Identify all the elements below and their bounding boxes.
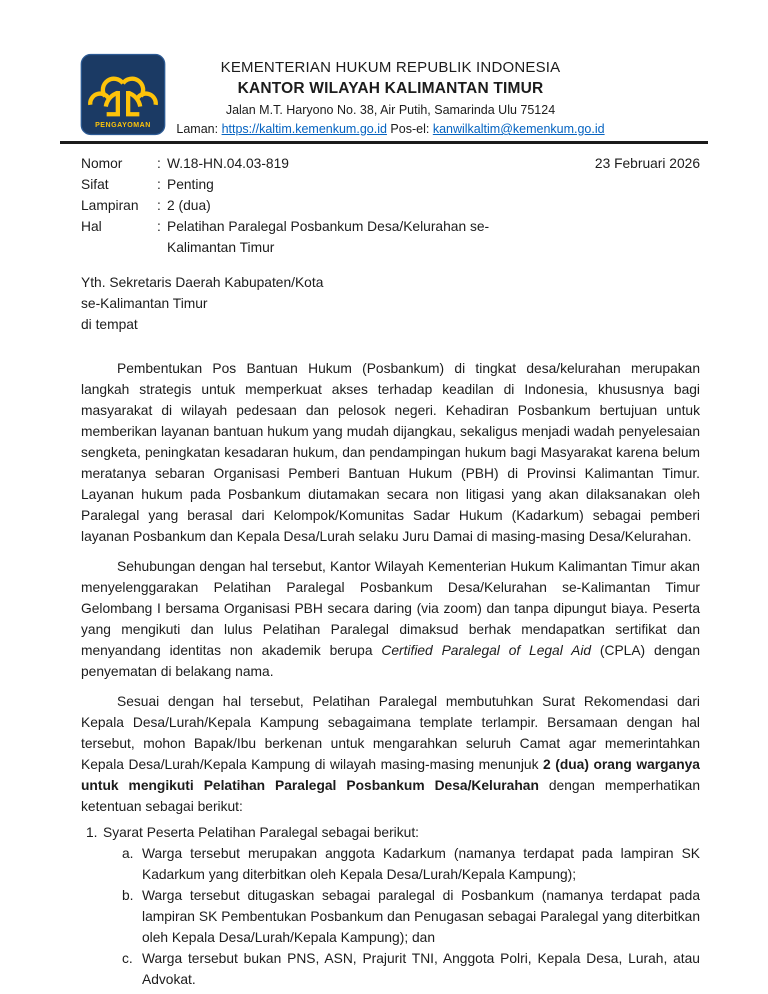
- letter-subject: [167, 216, 700, 258]
- paragraph-3-bold: 2 (dua) orang warganya untuk mengikuti Pelatihan Paralegal Posbankum Desa/Kelurahan: [81, 757, 700, 793]
- list-subitem-b: [122, 885, 700, 948]
- subitem-text: Warga tersebut merupakan anggota Kadarkum (namanya terdapat pada lampiran SK Kadarkum yang diterbitkan oleh Kepala Desa/Lurah/Kepala Kampung);: [142, 846, 700, 882]
- meta-label: Sifat: [81, 177, 109, 192]
- list-item-text: Syarat Peserta Pelatihan Paralegal sebagai berikut:: [103, 825, 419, 840]
- subitem-marker: a.: [122, 846, 134, 861]
- paragraph-3: [81, 691, 700, 817]
- subitem-text: Warga tersebut bukan PNS, ASN, Prajurit TNI, Anggota Polri, Kepala Desa, Lurah, atau Advokat.: [142, 951, 700, 987]
- list-item-1: [86, 822, 700, 843]
- paragraph-1: Pembentukan Pos Bantuan Hukum (Posbankum) di tingkat desa/kelurahan merupakan langkah strategis untuk memperkuat akses terhadap keadilan di Indonesia, khususnya bagi masyarakat di wilayah pedesaan dan pelosok negeri. Kehadiran Posbankum bertujuan untuk memberikan layanan bantuan hukum yang mudah dijangkau, sekaligus menjadi wadah penyelesaian sengketa, peningkatan kesadaran hukum, dan pendampingan hukum bagi Masyarakat karena belum meratanya sebaran Organisasi Pemberi Bantuan Hukum (PBH) di Provinsi Kalimantan Timur. Layanan hukum pada Posbankum diutamakan secara non litigasi yang akan dilaksanakan oleh Paralegal yang berasal dari Kelompok/Komunitas Sadar Hukum (Kadarkum) sebagai pemberi layanan Posbankum dan Kepala Desa/Lurah selaku Juru Damai di masing-masing Desa/Kelurahan.: [81, 361, 700, 544]
- subject-line-1: Pelatihan Paralegal Posbankum Desa/Kelurahan se-: [167, 219, 490, 234]
- subitem-marker: b.: [122, 888, 134, 903]
- contact-line: [81, 120, 700, 139]
- website-label: Laman:: [176, 122, 219, 136]
- letterhead-divider: [60, 141, 708, 144]
- recipient-block: [81, 272, 700, 335]
- meta-row-sifat: [81, 174, 700, 195]
- meta-colon: :: [157, 156, 161, 171]
- paragraph-2-italic: Certified Paralegal of Legal Aid: [381, 643, 592, 658]
- ministry-name: KEMENTERIAN HUKUM REPUBLIK INDONESIA: [220, 59, 561, 76]
- email-link[interactable]: kanwilkaltim@kemenkum.go.id: [432, 122, 605, 136]
- requirements-list: [81, 822, 700, 990]
- list-item-number: 1.: [86, 825, 98, 840]
- paragraph-2-text: Sehubungan dengan hal tersebut, Kantor Wilayah Kementerian Hukum Kalimantan Timur akan menyelenggarakan Pelatihan Paralegal Posbankum Desa/Kelurahan se-Kalimantan Timur Gelombang I bersama Organisasi PBH secara daring (via zoom) dan tanpa dipungut biaya. Peserta yang mengikuti dan lulus Pelatihan Paralegal dimaksud berhak mendapatkan sertifikat dan menyandang identitas non akademik berupa: [81, 559, 700, 658]
- recipient-line-3: di tempat: [81, 317, 138, 332]
- list-subitem-c: [122, 948, 700, 990]
- letter-meta: [81, 153, 700, 258]
- paragraph-3-text: Sesuai dengan hal tersebut, Pelatihan Paralegal membutuhkan Surat Rekomendasi dari Kepala Desa/Lurah/Kepala Kampung sebagaimana template terlampir. Bersamaan dengan hal tersebut, mohon Bapak/Ibu berkenan untuk mengarahkan seluruh Camat agar memerintahkan Kepala Desa/Lurah/Kepala Kampung di wilayah masing-masing menunjuk: [81, 694, 700, 772]
- meta-label: Hal: [81, 219, 102, 234]
- website-link[interactable]: https://kaltim.kemenkum.go.id: [221, 122, 387, 136]
- letter-body: [81, 358, 700, 817]
- logo-caption: PENGAYOMAN: [95, 122, 151, 130]
- letterhead-text: [81, 57, 700, 139]
- meta-label: Lampiran: [81, 198, 139, 213]
- letter-attachments: 2 (dua): [167, 198, 211, 213]
- list-subitem-a: [122, 843, 700, 885]
- office-name: KANTOR WILAYAH KALIMANTAN TIMUR: [237, 80, 544, 97]
- recipient-line-2: se-Kalimantan Timur: [81, 296, 208, 311]
- letter-priority: Penting: [167, 177, 214, 192]
- letter-content: [0, 153, 768, 990]
- subitem-marker: c.: [122, 951, 133, 966]
- meta-colon: :: [157, 177, 161, 192]
- office-address: Jalan M.T. Haryono No. 38, Air Putih, Samarinda Ulu 75124: [225, 103, 556, 117]
- paragraph-3-tail: dengan memperhatikan ketentuan sebagai berikut:: [81, 778, 700, 814]
- meta-colon: :: [157, 219, 161, 234]
- subject-line-2: Kalimantan Timur: [167, 240, 275, 255]
- letter-number: W.18-HN.04.03-819: [167, 156, 289, 171]
- meta-row-lampiran: [81, 195, 700, 216]
- meta-label: Nomor: [81, 156, 123, 171]
- letter-date: 23 Februari 2026: [594, 156, 700, 171]
- paragraph-2: [81, 556, 700, 682]
- recipient-line-1: Yth. Sekretaris Daerah Kabupaten/Kota: [81, 275, 324, 290]
- email-label: Pos-el:: [390, 122, 430, 136]
- subitem-text: Warga tersebut ditugaskan sebagai paralegal di Posbankum (namanya terdapat pada lampiran SK Pembentukan Posbankum dan Penugasan sebagai Paralegal yang diterbitkan oleh Kepala Desa/Lurah/Kepala Kampung); dan: [142, 888, 700, 945]
- letterhead: [0, 0, 768, 141]
- meta-colon: :: [157, 198, 161, 213]
- meta-row-hal: [81, 216, 700, 258]
- paragraph-2-tail: (CPLA) dengan penyematan di belakang nama.: [81, 643, 700, 679]
